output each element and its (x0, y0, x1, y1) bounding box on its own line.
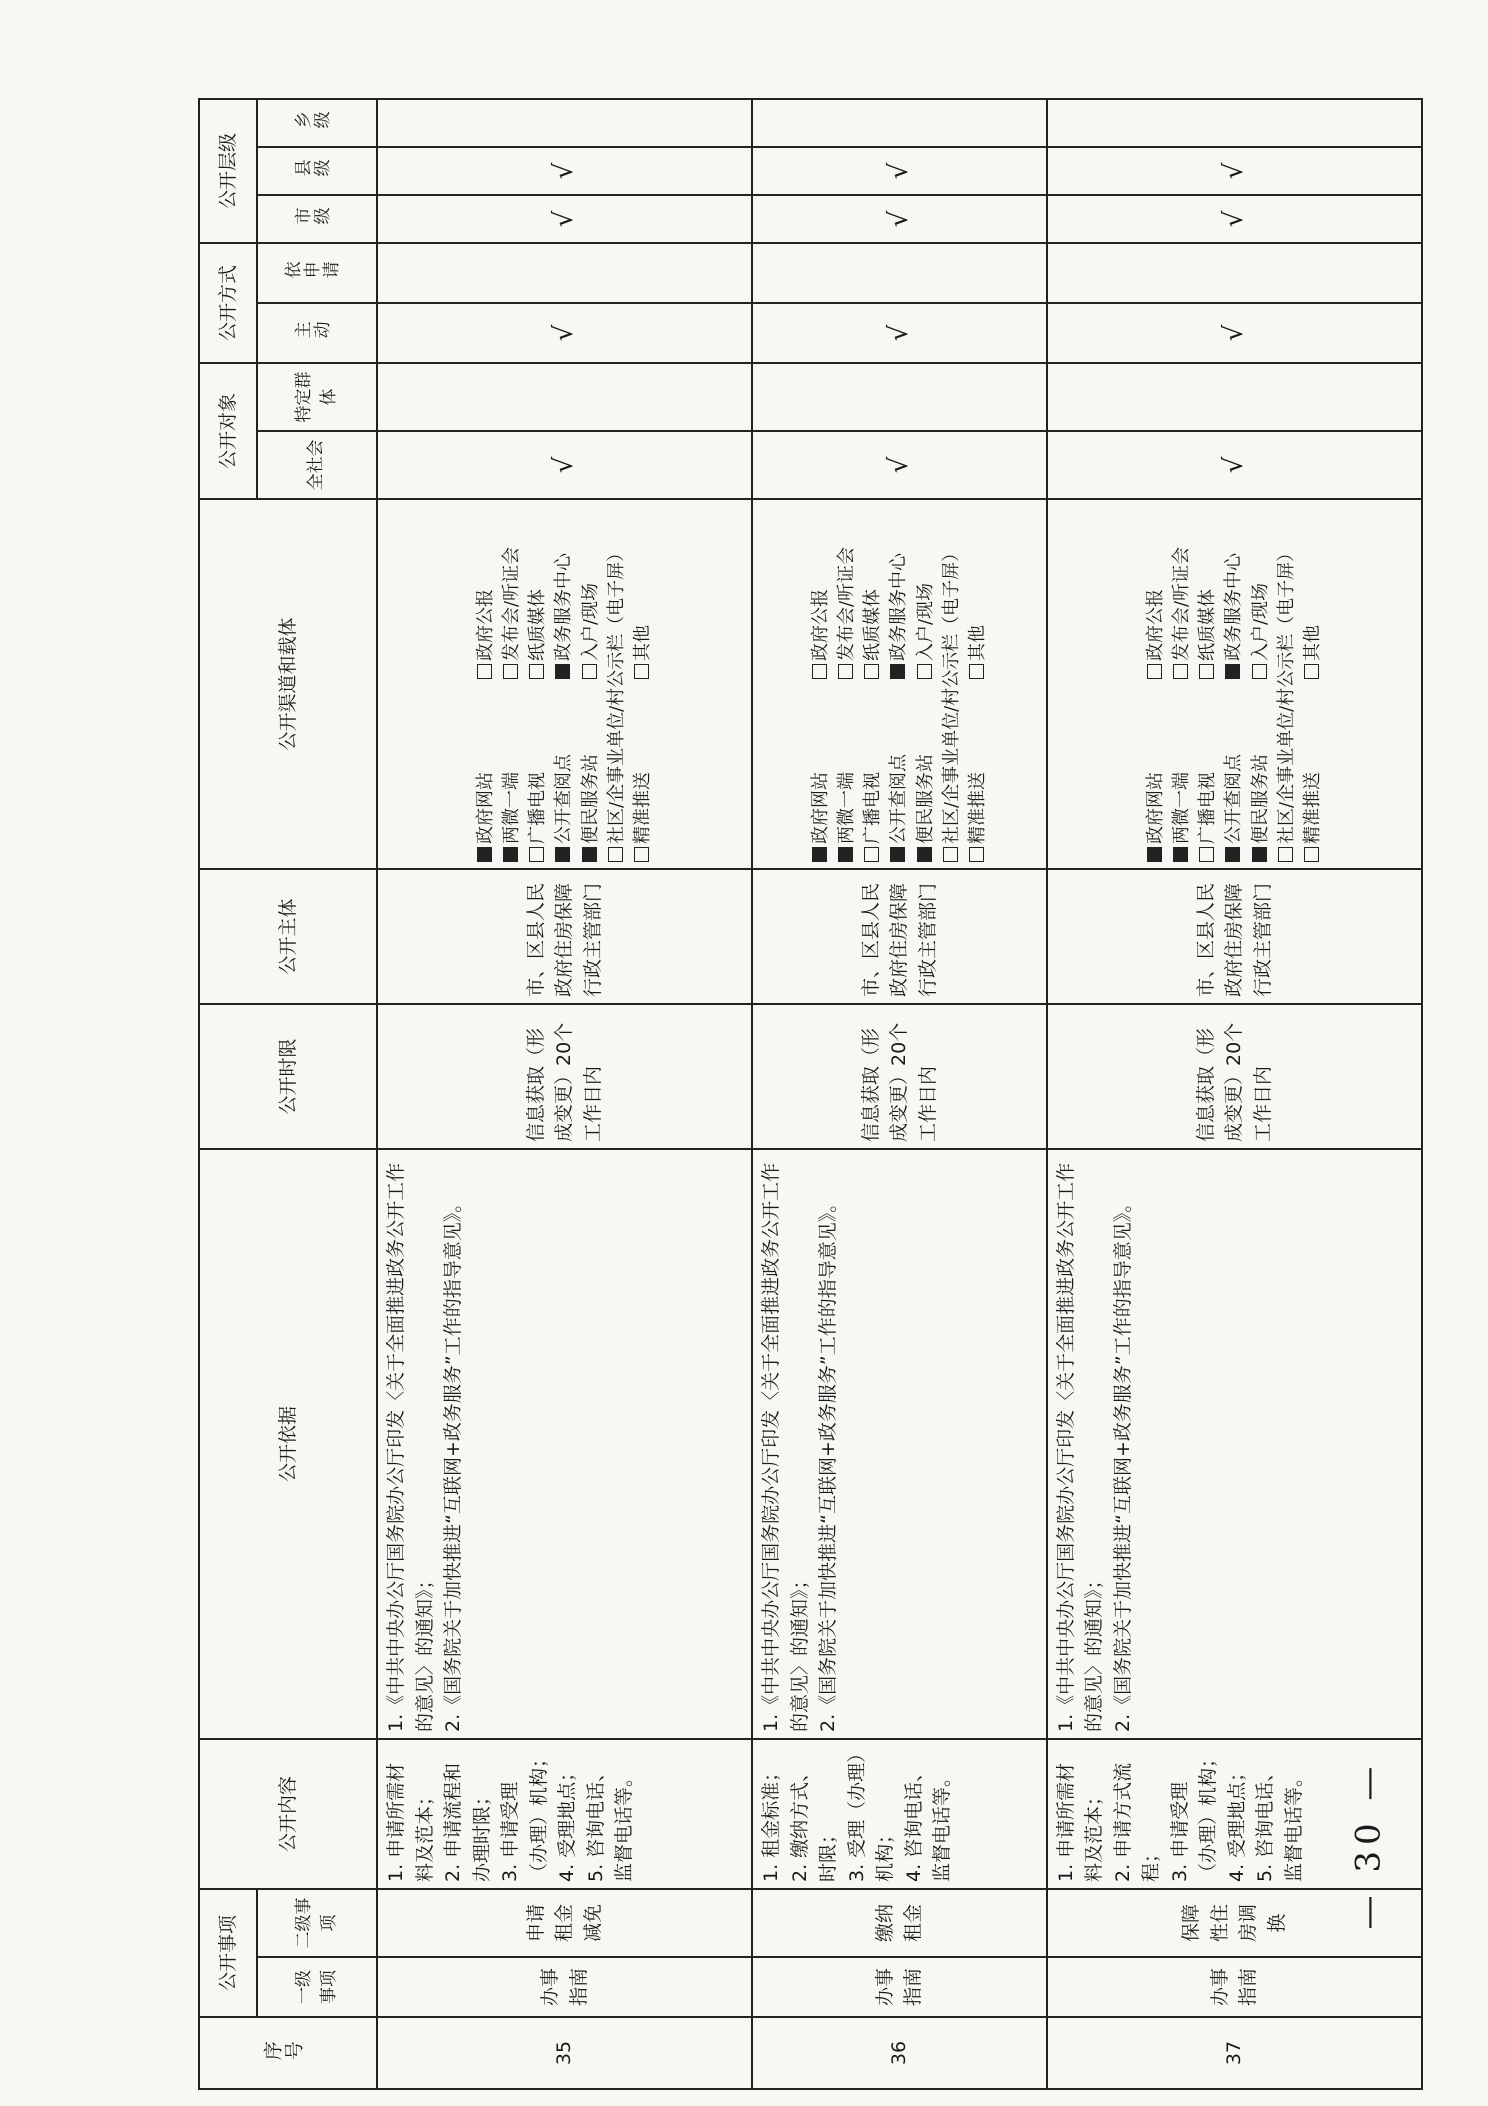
channel-option (1195, 689, 1221, 862)
row-subject: 市、区县人民政府住房保障行政主管部门 (377, 869, 752, 1004)
table-row (752, 99, 1047, 2089)
row-level1: 办事指南 (752, 1957, 1047, 2017)
header-level1: 一级事项 (257, 1957, 377, 2017)
unchecked-box-icon (1278, 847, 1293, 862)
content-line: 2. 申请方式流程； (1111, 1762, 1163, 1882)
channel-option (1274, 506, 1300, 862)
channel-label: 公开查阅点 (553, 753, 575, 844)
row-timelimit: 信息获取（形成变更）20个工作日内 (377, 1004, 752, 1149)
channel-label: 纸质媒体 (527, 588, 549, 661)
unchecked-box-icon (582, 664, 597, 679)
row-mode-active: √ (377, 303, 752, 363)
channel-option (834, 506, 860, 679)
channel-option (1221, 689, 1247, 862)
row-level1: 办事指南 (1047, 1957, 1422, 2017)
row-scope-county: √ (1047, 147, 1422, 195)
channel-label: 精准推送 (631, 771, 653, 844)
header-item: 公开事项 (199, 1889, 257, 2017)
row-level2: 缴纳租金 (752, 1889, 1047, 1957)
row-level2: 保障性住房调换 (1047, 1889, 1422, 1957)
header-timelimit: 公开时限 (199, 1004, 377, 1149)
row-timelimit: 信息获取（形成变更）20个工作日内 (752, 1004, 1047, 1149)
channel-option (860, 689, 886, 862)
channel-option (939, 506, 965, 862)
channel-label: 政府公报 (475, 588, 497, 661)
channel-label: 政府公报 (1145, 588, 1167, 661)
basis-line: 2.《国务院关于加快推进“互联网+政务服务”工作的指导意见》。 (442, 1193, 464, 1732)
channel-option (1195, 506, 1221, 679)
channel-option (630, 506, 656, 679)
row-scope-county: √ (377, 147, 752, 195)
row-mode-request (752, 243, 1047, 303)
page-number: — 30 — (1348, 1760, 1389, 1930)
content-line: 1. 租金标准； (760, 1762, 783, 1882)
row-mode-request (1047, 243, 1422, 303)
disclosure-table (198, 98, 1423, 2090)
content-line: 1. 申请所需材料及范本； (1054, 1762, 1106, 1882)
channel-option (1143, 506, 1169, 679)
unchecked-box-icon (1199, 847, 1214, 862)
channel-option (604, 506, 630, 862)
row-timelimit: 信息获取（形成变更）20个工作日内 (1047, 1004, 1422, 1149)
checked-box-icon (1225, 664, 1240, 679)
channel-label: 政务服务中心 (888, 552, 910, 661)
unchecked-box-icon (1252, 664, 1267, 679)
unchecked-box-icon (864, 664, 879, 679)
unchecked-box-icon (864, 847, 879, 862)
header-target-specific: 特定群体 (257, 363, 377, 431)
unchecked-box-icon (838, 664, 853, 679)
content-line: 4. 受理地点； (556, 1762, 578, 1882)
channel-option (913, 689, 939, 862)
row-target-specific (752, 363, 1047, 431)
channel-label: 政府网站 (1145, 771, 1167, 844)
checked-box-icon (1147, 847, 1162, 862)
row-seq: 35 (377, 2017, 752, 2089)
content-line: 2. 缴纳方式、时限； (788, 1762, 840, 1882)
row-target-specific (377, 363, 752, 431)
channel-label: 政府公报 (810, 588, 832, 661)
channel-label: 发布会/听证会 (1171, 546, 1193, 661)
checked-box-icon (555, 847, 570, 862)
channel-option (886, 506, 912, 679)
row-scope-city: √ (752, 195, 1047, 243)
row-mode-active: √ (752, 303, 1047, 363)
channel-option (808, 689, 834, 862)
channel-option (834, 689, 860, 862)
row-target-all: √ (1047, 431, 1422, 499)
unchecked-box-icon (917, 664, 932, 679)
unchecked-box-icon (1147, 664, 1162, 679)
content-line: 4. 咨询电话、监督电话等。 (902, 1762, 954, 1882)
channel-label: 两微一端 (836, 771, 858, 844)
header-scope-county: 县级 (257, 147, 377, 195)
channel-label: 公开查阅点 (888, 753, 910, 844)
row-channels (752, 499, 1047, 869)
content-line: 2. 申请流程和办理时限； (442, 1762, 493, 1882)
content-line: 5. 咨询电话、监督电话等。 (584, 1762, 635, 1882)
disclosure-table-page (198, 100, 1423, 2090)
row-subject: 市、区县人民政府住房保障行政主管部门 (752, 869, 1047, 1004)
header-scope: 公开层级 (199, 99, 257, 243)
channel-option (578, 689, 604, 862)
unchecked-box-icon (529, 664, 544, 679)
channel-option (525, 689, 551, 862)
channel-option (499, 506, 525, 679)
unchecked-box-icon (1199, 664, 1214, 679)
row-basis (752, 1149, 1047, 1739)
channel-label: 政府网站 (810, 771, 832, 844)
channel-label: 入户/现场 (579, 582, 601, 661)
header-mode: 公开方式 (199, 243, 257, 363)
checked-box-icon (917, 847, 932, 862)
content-line: 3. 申请受理（办理）机构； (1168, 1748, 1220, 1882)
row-scope-town (1047, 99, 1422, 147)
channel-option (1300, 689, 1326, 862)
row-content (752, 1739, 1047, 1889)
row-content (377, 1739, 752, 1889)
channel-option (578, 506, 604, 679)
unchecked-box-icon (503, 664, 518, 679)
unchecked-box-icon (608, 847, 623, 862)
row-mode-request (377, 243, 752, 303)
channel-label: 其他 (631, 624, 653, 661)
channel-label: 发布会/听证会 (836, 546, 858, 661)
unchecked-box-icon (1304, 664, 1319, 679)
unchecked-box-icon (529, 847, 544, 862)
channel-label: 便民服务站 (1249, 753, 1271, 844)
channel-option (525, 506, 551, 679)
channel-label: 广播电视 (527, 771, 549, 844)
channel-label: 政务服务中心 (1223, 552, 1245, 661)
unchecked-box-icon (634, 847, 649, 862)
row-channels (1047, 499, 1422, 869)
channel-option (1221, 506, 1247, 679)
checked-box-icon (477, 847, 492, 862)
channel-label: 两微一端 (501, 771, 523, 844)
row-level1: 办事指南 (377, 1957, 752, 2017)
row-scope-city: √ (377, 195, 752, 243)
unchecked-box-icon (1173, 664, 1188, 679)
unchecked-box-icon (1304, 847, 1319, 862)
row-scope-city: √ (1047, 195, 1422, 243)
channel-option (1169, 506, 1195, 679)
row-target-all: √ (752, 431, 1047, 499)
channel-option (886, 689, 912, 862)
unchecked-box-icon (969, 847, 984, 862)
unchecked-box-icon (634, 664, 649, 679)
header-target-all: 全社会 (257, 431, 377, 499)
basis-line: 1.《中共中央办公厅国务院办公厅印发〈关于全面推进政务公开工作的意见〉的通知》； (1054, 1162, 1106, 1732)
content-line: 1. 申请所需材料及范本； (385, 1762, 436, 1882)
channel-label: 广播电视 (1197, 771, 1219, 844)
channel-label: 社区/企事业单位/村公示栏（电子屏） (1275, 543, 1297, 844)
header-mode-active: 主动 (257, 303, 377, 363)
content-line: 3. 受理（办理）机构； (845, 1753, 897, 1882)
checked-box-icon (890, 664, 905, 679)
checked-box-icon (555, 664, 570, 679)
channel-option (630, 689, 656, 862)
channel-label: 政府网站 (475, 771, 497, 844)
channel-label: 发布会/听证会 (501, 546, 523, 661)
channel-option (808, 506, 834, 679)
channel-label: 其他 (1301, 624, 1323, 661)
row-target-specific (1047, 363, 1422, 431)
row-target-all: √ (377, 431, 752, 499)
channel-label: 纸质媒体 (862, 588, 884, 661)
row-subject: 市、区县人民政府住房保障行政主管部门 (1047, 869, 1422, 1004)
checked-box-icon (582, 847, 597, 862)
basis-line: 2.《国务院关于加快推进“互联网+政务服务”工作的指导意见》。 (1111, 1193, 1134, 1732)
checked-box-icon (838, 847, 853, 862)
checked-box-icon (1173, 847, 1188, 862)
channel-label: 广播电视 (862, 771, 884, 844)
channel-label: 两微一端 (1171, 771, 1193, 844)
checked-box-icon (503, 847, 518, 862)
row-scope-county: √ (752, 147, 1047, 195)
content-line: 4. 受理地点； (1225, 1762, 1248, 1882)
header-scope-city: 市级 (257, 195, 377, 243)
row-seq: 37 (1047, 2017, 1422, 2089)
channel-label: 精准推送 (966, 771, 988, 844)
channel-option (913, 506, 939, 679)
channel-option (473, 506, 499, 679)
channel-option (473, 689, 499, 862)
header-target: 公开对象 (199, 363, 257, 499)
channel-option (1248, 506, 1274, 679)
header-basis: 公开依据 (199, 1149, 377, 1739)
row-mode-active: √ (1047, 303, 1422, 363)
header-subject: 公开主体 (199, 869, 377, 1004)
checked-box-icon (1252, 847, 1267, 862)
channel-option (860, 506, 886, 679)
row-channels (377, 499, 752, 869)
table-row (377, 99, 752, 2089)
row-level2: 申请租金减免 (377, 1889, 752, 1957)
row-basis (1047, 1149, 1422, 1739)
unchecked-box-icon (477, 664, 492, 679)
content-line: 5. 咨询电话、监督电话等。 (1254, 1762, 1305, 1882)
row-seq: 36 (752, 2017, 1047, 2089)
channel-option (965, 689, 991, 862)
channel-option (551, 506, 577, 679)
channel-option (965, 506, 991, 679)
channel-option (551, 689, 577, 862)
channel-label: 便民服务站 (579, 753, 601, 844)
content-line: 3. 申请受理（办理）机构； (499, 1748, 550, 1882)
channel-label: 其他 (966, 624, 988, 661)
channel-option (1248, 689, 1274, 862)
header-scope-town: 乡级 (257, 99, 377, 147)
channel-label: 社区/企事业单位/村公示栏（电子屏） (940, 543, 962, 844)
channel-label: 精准推送 (1301, 771, 1323, 844)
unchecked-box-icon (969, 664, 984, 679)
header-mode-request: 依申请 (257, 243, 377, 303)
checked-box-icon (890, 847, 905, 862)
basis-line: 1.《中共中央办公厅国务院办公厅印发〈关于全面推进政务公开工作的意见〉的通知》； (385, 1162, 436, 1732)
row-scope-town (377, 99, 752, 147)
unchecked-box-icon (943, 847, 958, 862)
header-content: 公开内容 (199, 1739, 377, 1889)
channel-option (1169, 689, 1195, 862)
channel-label: 入户/现场 (1249, 582, 1271, 661)
channel-label: 公开查阅点 (1223, 753, 1245, 844)
header-seq: 序号 (199, 2017, 377, 2089)
row-basis (377, 1149, 752, 1739)
checked-box-icon (812, 847, 827, 862)
unchecked-box-icon (812, 664, 827, 679)
basis-line: 2.《国务院关于加快推进“互联网+政务服务”工作的指导意见》。 (817, 1193, 840, 1732)
channel-label: 入户/现场 (914, 582, 936, 661)
channel-label: 社区/企事业单位/村公示栏（电子屏） (605, 543, 627, 844)
channel-label: 纸质媒体 (1197, 588, 1219, 661)
checked-box-icon (1225, 847, 1240, 862)
header-channel: 公开渠道和载体 (199, 499, 377, 869)
channel-label: 政务服务中心 (553, 552, 575, 661)
basis-line: 1.《中共中央办公厅国务院办公厅印发〈关于全面推进政务公开工作的意见〉的通知》； (760, 1162, 811, 1732)
channel-option (499, 689, 525, 862)
channel-option (1143, 689, 1169, 862)
header-level2: 二级事项 (257, 1889, 377, 1957)
channel-option (1300, 506, 1326, 679)
channel-label: 便民服务站 (914, 753, 936, 844)
row-scope-town (752, 99, 1047, 147)
